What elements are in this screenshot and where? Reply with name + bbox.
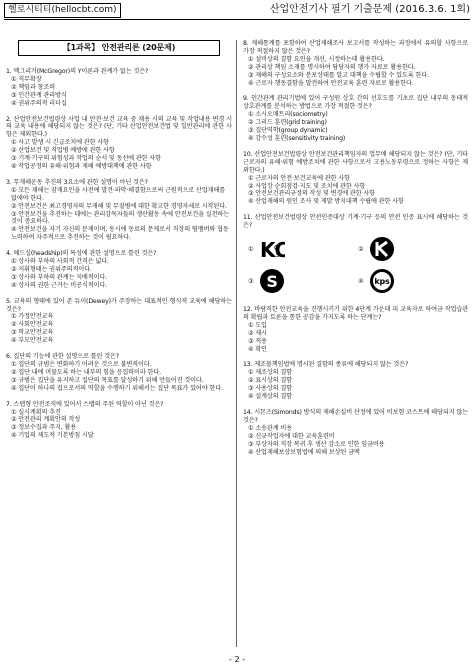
answer-option: ④ 집단이 하나의 집으로서의 역할을 수행하기 위해서는 집단 목표가 있어야 한다. bbox=[11, 384, 223, 392]
question bbox=[243, 361, 468, 401]
question-text: 3. 무재해운동 추진의 3요소에 관한 설명이 아닌 것은? bbox=[6, 178, 148, 186]
answer-option: ① 소시오매트리(sociometry) bbox=[248, 111, 328, 119]
option-list bbox=[243, 175, 468, 207]
answer-option: ② 사업장 순회점검·지도 및 조치에 관한 사항 bbox=[248, 182, 366, 190]
answer-option: ② 집단 내에 머물도록 하는 내부의 힘을 응집력이라 한다. bbox=[11, 368, 161, 376]
option-list bbox=[243, 56, 468, 88]
answer-option: ② 그리드 훈련(grid training) bbox=[248, 119, 327, 127]
svg-text:KCs: KC bbox=[260, 237, 286, 262]
answer-option: ③ 인간관계 관리방식 bbox=[11, 91, 67, 99]
cert-mark-option bbox=[358, 266, 468, 298]
option-list bbox=[6, 187, 232, 242]
answer-option: ① 근로자의 안전·보건교육에 관한 사항 bbox=[248, 174, 350, 182]
question-text: 10. 산업안전보건법령상 안전보건관리책임자의 업무에 해당되지 않는 것은? (단, 기타 근로자의 유해·위험 예방조치에 관한 사항으로서 고용노동부령으로 정하는 사항은 제외한다.) bbox=[243, 150, 468, 174]
question-text: 4. 헤드십(headship)의 특성에 관한 설명으로 틀린 것은? bbox=[6, 250, 157, 258]
option-list bbox=[6, 139, 232, 171]
answer-option: ① 직무확장 bbox=[11, 75, 42, 83]
question bbox=[6, 179, 232, 242]
question bbox=[243, 95, 468, 142]
question-text: 1. 맥그리거(McGregor)의 Y이론과 관계가 없는 것은? bbox=[6, 68, 149, 75]
answer-option: ② 사회안전교육 bbox=[11, 321, 54, 329]
answer-option: ④ 감수성 훈련(sensitivity training) bbox=[248, 134, 346, 142]
answer-option: ④ 권위주의적 리더십 bbox=[11, 99, 67, 107]
answer-option: ② 신규작업자에 대한 교육훈련비 bbox=[248, 432, 335, 440]
question bbox=[243, 151, 468, 206]
subject-title: 【1과목】 안전관리론 (20문제) bbox=[18, 40, 220, 56]
answer-option: ③ 상사와 부하의 관계는 지배적이다. bbox=[11, 273, 108, 281]
svg-text:s: s bbox=[276, 250, 280, 259]
question-text: 7. 스탭형 안전조직에 있어서 스탭의 주된 역할이 아닌 것은? bbox=[6, 400, 164, 408]
answer-option: ① 설비상의 결함 요인을 개선, 시정하는데 활용한다. bbox=[248, 55, 385, 63]
question bbox=[243, 306, 468, 353]
option-list bbox=[243, 425, 468, 457]
cert-mark-option bbox=[248, 266, 358, 298]
answer-option: ③ 사용상의 결함 bbox=[248, 385, 292, 393]
answer-option: ① 소송관계 비용 bbox=[248, 424, 292, 432]
cert-mark-option bbox=[358, 234, 468, 266]
answer-option: ④ 상사의 권한 근거는 비공식적이다. bbox=[11, 281, 108, 289]
answer-option: ① 집단의 규범은 변화하기 어려운 것으로 불변적이다. bbox=[11, 361, 152, 368]
question bbox=[6, 116, 232, 171]
answer-option: ④ 산업재해의 원인 조사 및 재발 방지대책 수립에 관한 사항 bbox=[248, 198, 404, 206]
question-text: 9. 인간관계 관리기법에 있어 구성원 상호 간의 선호도를 기초로 집단 내부의 동태적 상호관계를 분석하는 방법으로 가장 적절한 것은? bbox=[243, 95, 468, 111]
answer-option: ④ 작업공정의 유해·위험과 재해 예방대책에 관한 사항 bbox=[11, 162, 152, 170]
answer-option: ① 모든 재해는 잠재요인을 사전에 발견·파악·해결함으로써 근원적으로 산업재해를 없애야 한다. bbox=[11, 186, 226, 202]
right-question-list bbox=[243, 40, 468, 456]
cert-mark-options bbox=[243, 234, 468, 298]
right-column bbox=[243, 40, 468, 464]
svg-text:S: S bbox=[266, 271, 279, 291]
answer-option: ② 제시 bbox=[248, 329, 267, 337]
answer-option: ② 안전보건은 최고경영자의 무재해 및 무질병에 대한 확고한 경영자세로 시작된다. bbox=[11, 202, 227, 210]
answer-option: ① 가정안전교육 bbox=[11, 313, 54, 321]
answer-option: ② 지휘형태는 권위주의적이다. bbox=[11, 265, 92, 273]
option-list bbox=[6, 258, 232, 290]
question-text: 8. 재해통계를 포함하여 산업재해조사 보고서를 작성하는 과정에서 유의할 사항으로 가장 적절하지 않은 것은? bbox=[243, 40, 468, 55]
answer-option: ④ 산업재해보상보험법에 의해 보상된 금액 bbox=[248, 448, 360, 456]
answer-option: ④ 근로자 행동결함을 발견하여 안전교육 훈련 자료로 활용한다. bbox=[248, 79, 414, 87]
answer-option: ② 안전관리 계획안의 작성 bbox=[11, 416, 81, 424]
option-list bbox=[6, 76, 232, 108]
answer-option: ③ 규범은 집단을 유지하고 집단의 목표를 달성하기 위해 만들어진 것이다. bbox=[11, 376, 204, 384]
exam-title: 산업안전기사 필기 기출문제 (2016.3.6. 1회) bbox=[269, 4, 470, 15]
question-text: 11. 산업안전보건법령상 안전인증대상 기계·기구 등의 안전 인증 표시에 해당하는 것은? bbox=[243, 214, 468, 230]
question bbox=[6, 250, 232, 290]
page-header bbox=[4, 3, 470, 20]
answer-option: ③ 재해의 구성요소와 분포상태를 알고 대책을 수립할 수 있도록 한다. bbox=[248, 71, 429, 79]
answer-option: ③ 안전보건을 추진하는 데에는 관리감독자들의 생산활동 속에 안전보건을 실천하는 것이 중요하다. bbox=[11, 210, 230, 226]
question-text: 5. 교육의 형태에 있어 존 듀이(Dewey)가 주장하는 대표적인 형식적 교육에 해당하는 것은? bbox=[6, 297, 232, 313]
cert-mark-option bbox=[248, 234, 358, 266]
answer-option: ③ 집단역학(group dynamic) bbox=[248, 127, 328, 135]
question bbox=[243, 40, 468, 87]
answer-option: ③ 정보수집과 주지, 활용 bbox=[11, 424, 77, 432]
answer-option: ④ 안전보건을 자기 자신의 문제이며, 동시에 동료의 문제로서 직장의 팀멤버와 협동 노력하여 자주적으로 추진하는 것이 필요하다. bbox=[11, 226, 229, 242]
answer-option: ④ 부모안전교육 bbox=[11, 337, 54, 345]
cert-mark-icon bbox=[259, 268, 285, 297]
option-number: ③ bbox=[248, 278, 254, 286]
cert-mark-icon bbox=[259, 236, 285, 265]
answer-option: ④ 설계상의 결함 bbox=[248, 393, 292, 401]
left-question-list bbox=[6, 68, 232, 440]
page-number: - 2 - bbox=[229, 655, 245, 664]
header-rule bbox=[4, 19, 470, 20]
question-text: 13. 제조물책임법에 명시된 결함의 종류에 해당되지 않는 것은? bbox=[243, 361, 409, 369]
cert-mark-icon bbox=[369, 268, 395, 297]
question-text: 14. 시몬즈(Simonds) 방식의 재해손실비 산정에 있어 비보험 코스트에 해당되지 않는 것은? bbox=[243, 409, 468, 424]
option-number: ① bbox=[248, 246, 254, 254]
answer-option: ③ 부상자의 직장 복귀 후 생산 감소로 인한 임금비용 bbox=[248, 440, 385, 448]
question-text: 12. 바람직한 안전교육을 진행시키기 위한 4단계 가운데 피 교육자로 하여금 작업습관의 확립과 토론을 통한 공감을 가지도록 하는 단계는? bbox=[243, 306, 468, 321]
option-list bbox=[6, 361, 232, 393]
answer-option: ② 산업보건 및 직업병 예방에 관한 사항 bbox=[11, 147, 115, 155]
answer-option: ① 제조상의 결함 bbox=[248, 369, 292, 377]
question bbox=[6, 353, 232, 393]
answer-option: ① 사고 발생 시 긴급조치에 관한 사항 bbox=[11, 139, 109, 147]
left-column bbox=[6, 40, 232, 448]
option-list bbox=[243, 369, 468, 401]
column-divider bbox=[236, 40, 237, 647]
option-number: ④ bbox=[358, 278, 364, 286]
answer-option: ① 상사와 부하의 사회적 간격은 넓다. bbox=[11, 258, 109, 266]
answer-option: ② 표시상의 결함 bbox=[248, 377, 292, 385]
question-text: 6. 집단의 기능에 관한 설명으로 틀린 것은? bbox=[6, 353, 119, 361]
answer-option: ④ 확인 bbox=[248, 345, 267, 353]
answer-option: ④ 기업의 제도적 기본방침 시달 bbox=[11, 432, 94, 440]
option-list bbox=[243, 111, 468, 143]
question-text: 2. 산업안전보건법령상 사업 내 안전·보건 교육 중 채용 시의 교육 및 작업내용 변경 시의 교육 내용에 해당되지 않는 것은? (단, 기타 산업안전보건법 및 일반관리에 관한 사항은 제외한다.) bbox=[6, 115, 232, 139]
question bbox=[243, 214, 468, 298]
cert-mark-icon bbox=[369, 236, 395, 265]
answer-option: ② 책임과 창조력 bbox=[11, 83, 55, 91]
question bbox=[243, 409, 468, 456]
answer-option: ③ 학교안전교육 bbox=[11, 329, 54, 337]
svg-text:kps: kps bbox=[374, 276, 391, 286]
answer-option: ① 도입 bbox=[248, 321, 267, 329]
question bbox=[6, 68, 232, 108]
option-list bbox=[6, 409, 232, 441]
site-label: 헬로시티티(hellocbt.com) bbox=[4, 3, 121, 18]
answer-option: ② 관리상 책임 소재를 명시하여 담당자의 행가 자료로 활용한다. bbox=[248, 63, 416, 71]
option-list bbox=[243, 322, 468, 354]
answer-option: ① 실시계획의 추진 bbox=[11, 408, 61, 416]
answer-option: ③ 적용 bbox=[248, 337, 267, 345]
option-list bbox=[6, 313, 232, 345]
option-number: ② bbox=[358, 246, 364, 254]
question bbox=[6, 298, 232, 345]
answer-option: ③ 기계·기구의 위험성과 작업의 순서 및 동선에 관한 사항 bbox=[11, 155, 161, 163]
answer-option: ③ 안전보건관리규정의 작성 및 변경에 관한 사항 bbox=[248, 190, 376, 198]
question bbox=[6, 401, 232, 441]
svg-text:C: C bbox=[274, 243, 280, 252]
